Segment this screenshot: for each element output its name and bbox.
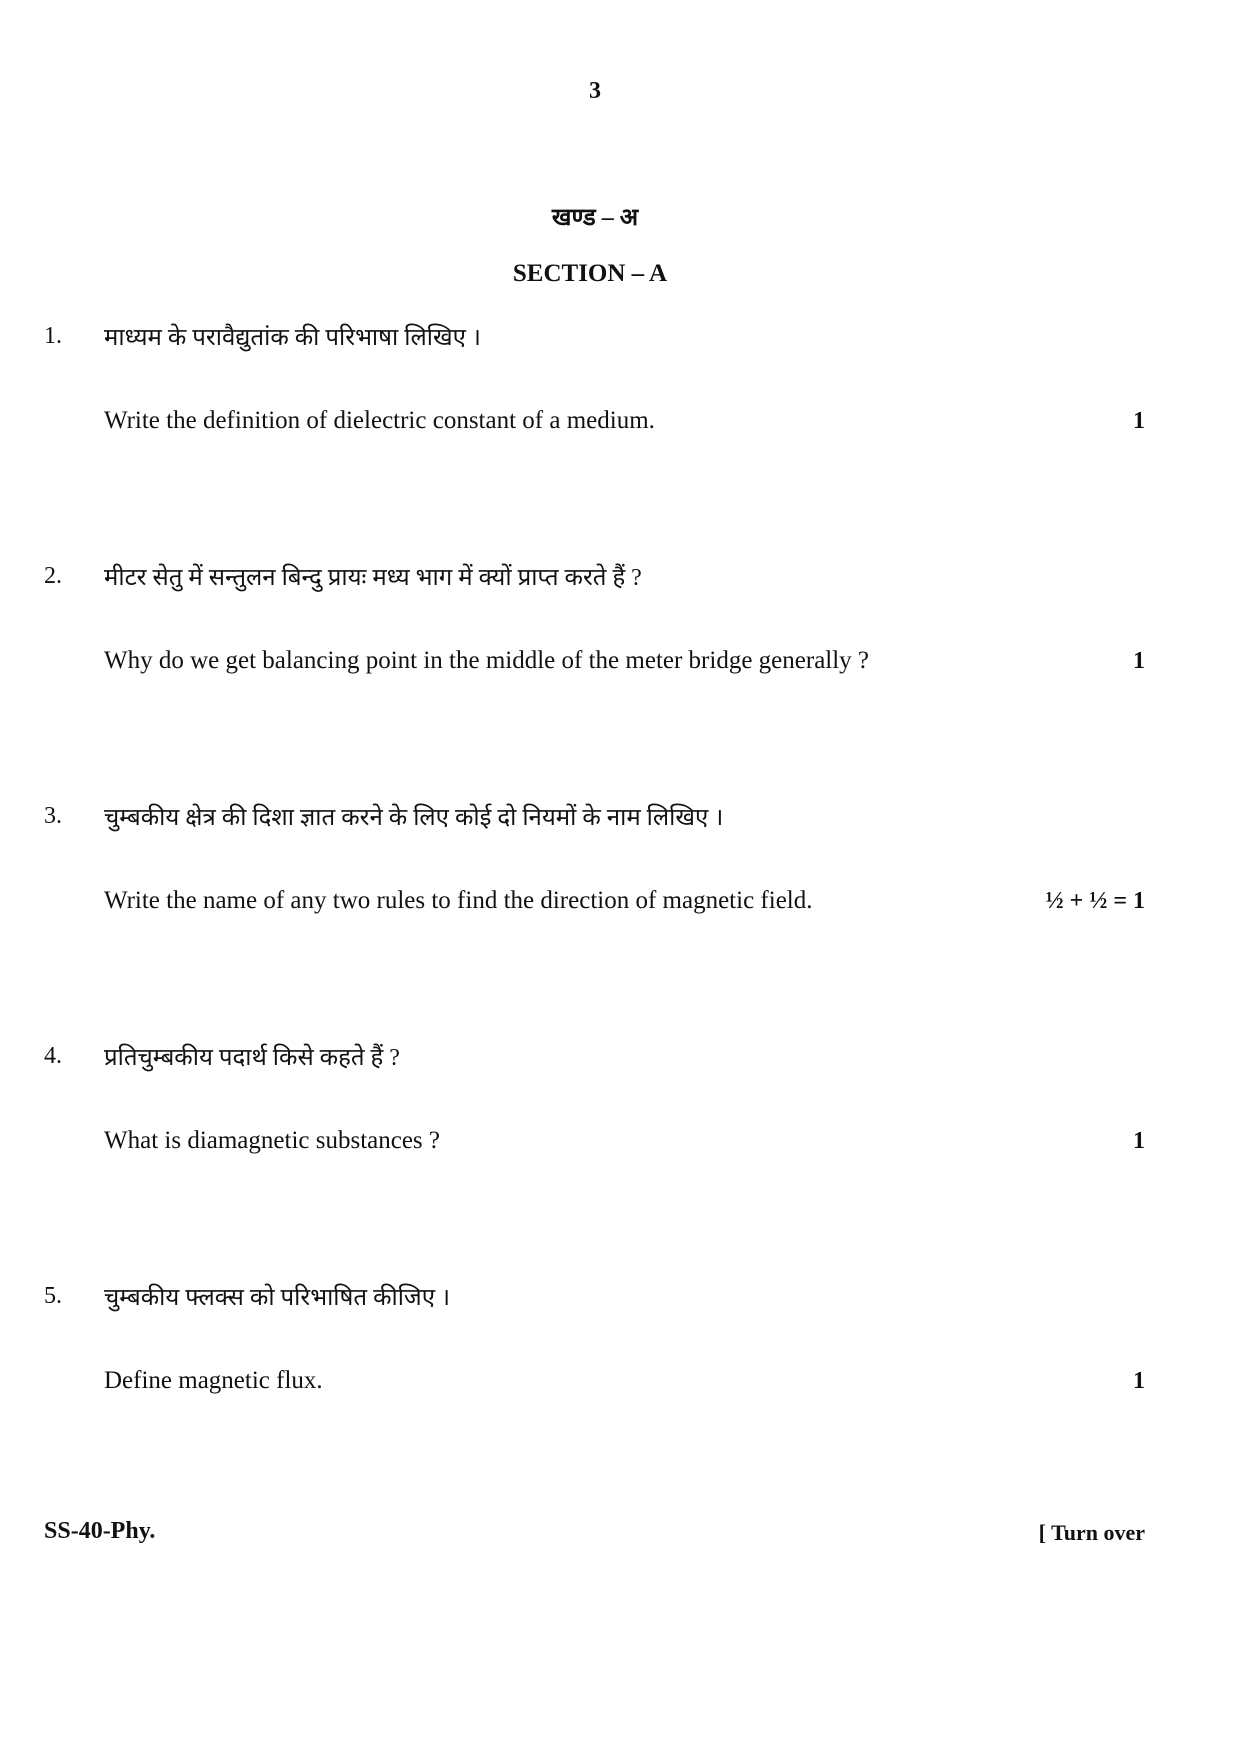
question-text-english: Why do we get balancing point in the middle of the meter bridge generally ? (104, 647, 870, 674)
question-marks: ½ + ½ = 1 (1045, 888, 1145, 914)
question-text-hindi: मीटर सेतु में सन्तुलन बिन्दु प्रायः मध्य भाग में क्यों प्राप्त करते हैं ? (104, 565, 642, 591)
question-text-hindi: माध्यम के परावैद्युतांक की परिभाषा लिखिए । (104, 325, 481, 351)
question-marks: 1 (1133, 408, 1145, 434)
question-number: 2. (44, 563, 62, 589)
question-number: 1. (44, 323, 62, 349)
footer-turn-over: [ Turn over (1038, 1520, 1145, 1545)
question-number: 5. (44, 1283, 62, 1309)
question-number: 4. (44, 1043, 62, 1069)
question-text-hindi: चुम्बकीय फ्लक्स को परिभाषित कीजिए । (104, 1285, 451, 1311)
question-marks: 1 (1133, 648, 1145, 674)
question-number: 3. (44, 803, 62, 829)
question-text-english: Write the name of any two rules to find the direction of magnetic field. (104, 887, 813, 914)
question-text-hindi: प्रतिचुम्बकीय पदार्थ किसे कहते हैं ? (104, 1045, 400, 1071)
question-text-english: Write the definition of dielectric constant of a medium. (104, 407, 655, 434)
section-title-hindi: खण्ड – अ (551, 205, 639, 231)
question-text-english: Define magnetic flux. (104, 1367, 323, 1394)
question-text-english: What is diamagnetic substances ? (104, 1127, 440, 1154)
section-title-english: SECTION – A (512, 260, 668, 287)
question-text-hindi: चुम्बकीय क्षेत्र की दिशा ज्ञात करने के लिए कोई दो नियमों के नाम लिखिए । (104, 805, 724, 831)
question-marks: 1 (1133, 1368, 1145, 1394)
question-marks: 1 (1133, 1128, 1145, 1154)
footer-paper-code: SS-40-Phy. (44, 1518, 156, 1544)
page-number: 3 (589, 78, 601, 104)
